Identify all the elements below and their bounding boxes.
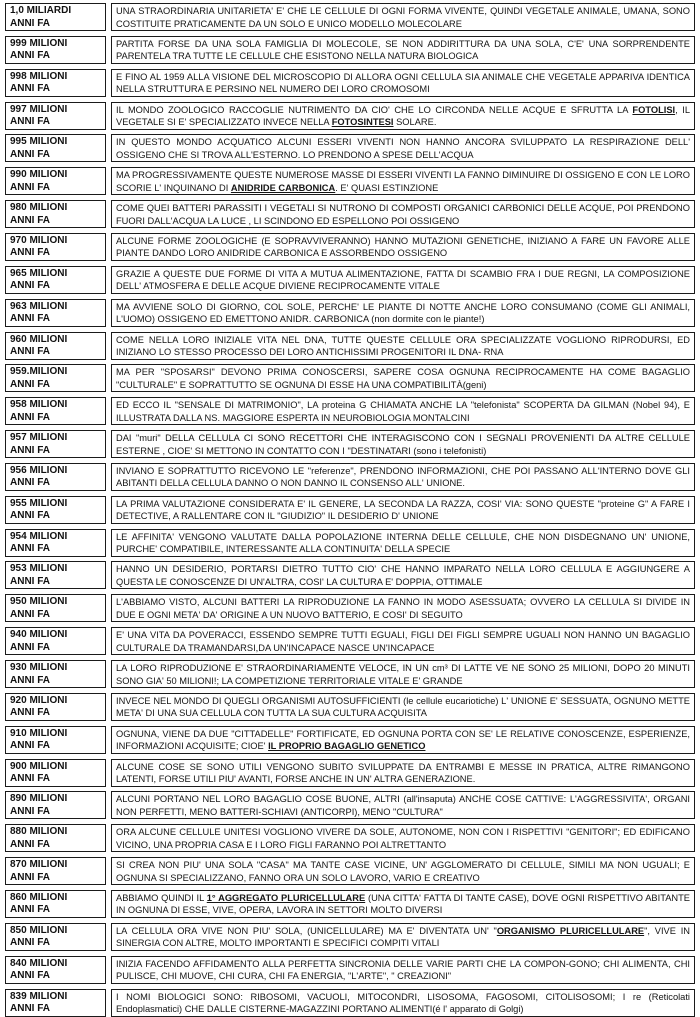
era-label [5,102,106,130]
era-suffix: ANNI FA [10,280,50,292]
text-segment: IN QUESTO MONDO ACQUATICO ALCUNI ESSERI VIVENTI NON HANNO ANCORA SVILUPPATO LA RESPIRAZIONE DELL' OSSIGENO CHE SI TROVA ALL'ESTERNO. LO PRENDONO A SPESE DELL'ACQUA [116,137,690,160]
row-text [111,200,695,228]
era-label [5,594,106,622]
era-value: 956 MILIONI [10,464,68,476]
timeline-row [5,529,695,557]
era-suffix: ANNI FA [10,740,50,752]
text-segment: ORA ALCUNE CELLULE UNITESI VOGLIONO VIVERE DA SOLE, AUTONOME, NON CON I RISPETTIVI "GENITORI"; ED EDIFICANO VICINO, UNA PROPRIA CASA E I LORO FIGLI FARANNO POI ALTRETTANTO [116,827,690,850]
era-suffix: ANNI FA [10,575,50,587]
era-suffix: ANNI FA [10,313,50,325]
emphasized-text: FOTOLISI [632,104,676,115]
timeline-row [5,3,695,31]
era-label [5,266,106,294]
era-suffix: ANNI FA [10,181,50,193]
timeline-row [5,989,695,1017]
text-segment: IL MONDO ZOOLOGICO RACCOGLIE NUTRIMENTO DA CIO' CHE LO CIRCONDA NELLE ACQUE E SFRUTTA LA [116,104,633,115]
text-segment: MA PROGRESSIVAMENTE QUESTE NUMEROSE MASSE DI ESSERI VIVENTI LA FANNO DIMINUIRE DI OSSIGENO E CON LE LORO SCORIE L' INQUINANO DI [116,170,690,193]
era-value: 910 MILIONI [10,727,68,739]
row-text [111,36,695,64]
era-value: 940 MILIONI [10,629,68,641]
row-text [111,266,695,294]
text-segment: E FINO AL 1959 ALLA VISIONE DEL MICROSCOPIO DI ALLORA OGNI CELLULA SIA ANIMALE CHE VEGETALE APPARIVA IDENTICA NELLA STRUTTURA E PERSINO NEL NUMERO DEI LORO CROMOSOMI [116,71,690,95]
row-text [111,594,695,622]
text-segment: UNA STRAORDINARIA UNITARIETA' E' CHE LE CELLULE DI OGNI FORMA VIVENTE, QUINDI VEGETALE ANIMALE, UMANA, SONO COSTITUITE PRATICAMENTE DA UN SOLO E UNICO MODELLO MOLECOLARE [116,6,690,29]
era-suffix: ANNI FA [10,773,50,785]
emphasized-text: ORGANISMO PLURICELLULARE [496,925,645,936]
text-segment: SI CREA NON PIU' UNA SOLA "CASA" MA TANTE CASE VICINE, UN' AGGLOMERATO DI CELLULE, SIMILI MA NON UGUALI; E OGNUNA SI SPECIALIZZANO, FANNO ORA UN SOLO LAVORO, VARIO E CREATIVO [116,860,690,883]
era-value: 953 MILIONI [10,563,68,575]
text-segment: DAI "muri" DELLA CELLULA CI SONO RECETTORI CHE INTERAGISCONO CON I SEGNALI PROVENIENTI DA ALTRE CELLULE ESTERNE , CIOE' SI METTONO IN CONTATTO CON I "DESTINATARI (sono i telefonisti) [116,433,690,456]
text-segment: ALCUNI PORTANO NEL LORO BAGAGLIO COSE BUONE, ALTRI (all'insaputa) ANCHE COSE CATTIVE: L'AGGRESSIVITA', ORGANI NON PERFETTI, MENO BATTERI-SCHIAVI (ANTICORPI), MENO "CULTURA" [116,794,690,817]
text-segment: MA AVVIENE SOLO DI GIORNO, COL SOLE, PERCHE' LE PIANTE DI NOTTE ANCHE LORO CONSUMANO (COME GLI ANIMALI, L'UOMO) OSSIGENO ED EMETTONO ANIDR. CARBONICA (non dormite con le piante!) [116,301,690,325]
emphasized-text: FOTOSINTESI [331,117,394,128]
era-value: 997 MILIONI [10,103,68,115]
text-segment: COME QUEI BATTERI PARASSITI I VEGETALI SI NUTRONO DI COMPOSTI ORGANICI CARBONICI DELLE ACQUE, POI PRENDONO FUORI DALL'ACQUA LA LUCE , LI SCINDONO ED ESPELLONO POI OSSIGENO [116,203,690,226]
era-label [5,857,106,885]
row-text [111,3,695,31]
era-suffix: ANNI FA [10,17,50,29]
row-text [111,791,695,819]
era-label [5,660,106,688]
timeline-row [5,594,695,622]
era-suffix: ANNI FA [10,214,50,226]
era-suffix: ANNI FA [10,116,50,128]
emphasized-text: ANIDRIDE CARBONICA [230,182,336,193]
era-suffix: ANNI FA [10,674,50,686]
era-label [5,989,106,1017]
text-segment: L'ABBIAMO VISTO, ALCUNI BATTERI LA RIPRODUZIONE LA FANNO IN MODO ASESSUATA; OVVERO LA CELLULA SI DIVIDE IN DUE E OGNI META' DA' ORIGINE A UN NUOVO BATTERIO, E COSI' DI SEGUITO [116,597,690,620]
text-segment: SOLARE. [393,117,437,128]
text-segment: ABBIAMO QUINDI IL [116,892,207,903]
era-value: 980 MILIONI [10,202,68,214]
era-suffix: ANNI FA [10,1003,50,1014]
era-label [5,956,106,984]
timeline-row [5,463,695,491]
row-text [111,923,695,951]
text-segment: E' UNA VITA DA POVERACCI, ESSENDO SEMPRE TUTTI EGUALI, FIGLI DEI FIGLI SEMPRE UGUALI NON HANNO UN BAGAGLIO CULTURALE DA TRAMANDARSI,DA UN'INCAPACE NASCE UN'INCAPACE [116,630,690,653]
timeline-row [5,430,695,458]
era-suffix: ANNI FA [10,970,50,982]
timeline-row [5,134,695,162]
era-value: 995 MILIONI [10,136,68,148]
era-suffix: ANNI FA [10,247,50,259]
row-text [111,134,695,162]
era-suffix: ANNI FA [10,83,50,95]
timeline-row [5,693,695,721]
row-text [111,529,695,557]
era-label [5,693,106,721]
era-value: 850 MILIONI [10,924,68,936]
era-value: 900 MILIONI [10,760,68,772]
era-value: 960 MILIONI [10,333,68,345]
era-label [5,430,106,458]
era-suffix: ANNI FA [10,543,50,555]
era-label [5,364,106,392]
era-label [5,759,106,787]
era-value: 880 MILIONI [10,826,68,838]
era-label [5,496,106,524]
row-text [111,233,695,261]
timeline-row [5,200,695,228]
era-label [5,3,106,31]
era-label [5,332,106,360]
era-suffix: ANNI FA [10,707,50,719]
row-text [111,561,695,589]
era-value: 963 MILIONI [10,300,68,312]
row-text [111,496,695,524]
era-label [5,167,106,195]
text-segment: ALCUNE COSE SE SONO UTILI VENGONO SUBITO SVILUPPATE DA ENTRAMBI E MESSE IN PRATICA, ALTRE RIMANGONO LATENTI, FORSE UTILI PIU' AVANTI, FORSE ANCHE IN UN' ALTRA GENERAZIONE. [116,761,690,785]
text-segment: ED ECCO IL "SENSALE DI MATRIMONIO", LA proteina G CHIAMATA ANCHE LA "telefonista" SCOPERTA DA GILMAN (Nobel 94), E ILLUSTRATA DALLA NS. MAGGIORE ESPERTA IN NEUROBIOLOGIA MONTALCINI [116,400,690,423]
era-suffix: ANNI FA [10,378,50,390]
text-segment: LE AFFINITA' VENGONO VALUTATE DALLA POPOLAZIONE INTERNA DELLE CELLULE, CHE NON DISDEGNANO UN' UNIONE, PURCHE' COMPATIBILE, INTERESSANTE ALLA CONTINUITA' DELLA SPECIE [116,531,690,555]
era-label [5,69,106,97]
era-label [5,299,106,327]
era-value: 1,0 MILIARDI [10,5,72,16]
timeline-row [5,759,695,787]
row-text [111,857,695,885]
text-segment: INVIANO E SOPRATTUTTO RICEVONO LE "referenze", PRENDONO INFORMAZIONI, CHE POI PASSANO ALL'INTERNO DOVE GLI ABITANTI DELLA CELLULA DANNO O NON DANNO IL CONSENSO ALL' UNIONE. [116,465,690,489]
era-value: 970 MILIONI [10,234,68,246]
era-label [5,233,106,261]
row-text [111,693,695,721]
text-segment: , IL VEGETALE SI E' SPECIALIZZATO INVECE NELLA [116,104,690,128]
row-text [111,989,695,1017]
row-text [111,299,695,327]
era-value: 958 MILIONI [10,399,68,411]
era-value: 957 MILIONI [10,432,68,444]
era-suffix: ANNI FA [10,904,50,916]
timeline-row [5,561,695,589]
era-label [5,824,106,852]
timeline-row [5,364,695,392]
era-suffix: ANNI FA [10,477,50,489]
text-segment: ALCUNE FORME ZOOLOGICHE (E SOPRAVVIVERANNO) HANNO MUTAZIONI GENETICHE, INIZIANO A FARE UN FAVORE ALLE PIANTE DANDO LORO ANIDRIDE CARBONICA E ASSORBENDO OSSIGENO [116,235,690,259]
era-value: 930 MILIONI [10,662,68,673]
text-segment: MA PER "SPOSARSI" DEVONO PRIMA CONOSCERSI, SAPERE COSA OGNUNA RECIPROCAMENTE HA COME BAGAGLIO "CULTURALE" E SOPRATTUTTO SE OGNUNA DI ESSE HA UNA COMPATIBILITÀ(geni) [116,367,690,390]
text-segment: I NOMI BIOLOGICI SONO: RIBOSOMI, VACUOLI, MITOCONDRI, LISOSOMA, FAGOSOMI, CITOLISOSOMI; I re (Reticolati Endoplasmatici) CHE DALLE CISTERNE-MAGAZZINI PORTANO ALIMENTI(é l' apparato di Golgi) [116,991,690,1014]
era-value: 998 MILIONI [10,70,68,82]
timeline-row [5,660,695,688]
era-label [5,561,106,589]
era-value: 860 MILIONI [10,891,68,903]
timeline-row [5,36,695,64]
era-value: 870 MILIONI [10,859,68,871]
era-value: 965 MILIONI [10,267,68,279]
era-suffix: ANNI FA [10,805,50,817]
timeline-row [5,496,695,524]
text-segment: ", VIVE IN SINERGIA CON ALTRE, MOLTO IMPORTANTI E SPECIFICI COMPITI VITALI [116,925,690,949]
text-segment: INVECE NEL MONDO DI QUEGLI ORGANISMI AUTOSUFFICIENTI (le cellule eucariotiche) L' UNIONE E' SESSUATA, OGNUNO METTE META' DI UNA SUA CELLULA CON TUTTA LA SUA CULTURA ACQUISITA [116,695,690,719]
timeline-row [5,167,695,195]
row-text [111,167,695,195]
era-label [5,397,106,425]
text-segment: COME NELLA LORO INIZIALE VITA NEL DNA, TUTTE QUESTE CELLULE ORA SPECIALIZZATE VOGLIONO RIPRODURSI, ED INIZIANO LO STESSO PROCESSO DEI LORO ANTICHISSIMI PROGENITORI IL DNA- RNA [116,334,690,357]
row-text [111,430,695,458]
era-suffix: ANNI FA [10,838,50,850]
timeline-row [5,397,695,425]
text-segment: PARTITA FORSE DA UNA SOLA FAMIGLIA DI MOLECOLE, SE NON ADDIRITTURA DA UNA SOLA, C'E' UNA SORPRENDENTE PARENTELA TRA TUTTE LE CELLULE CHE ESISTONO NELLA NATURA BIOLOGICA [116,38,690,62]
timeline-row [5,332,695,360]
row-text [111,890,695,918]
row-text [111,824,695,852]
era-label [5,36,106,64]
era-value: 840 MILIONI [10,957,68,969]
emphasized-text: 1° AGGREGATO PLURICELLULARE [206,892,366,903]
timeline-document [5,3,695,1014]
timeline-row [5,791,695,819]
timeline-row [5,857,695,885]
timeline-row [5,923,695,951]
row-text [111,627,695,655]
era-suffix: ANNI FA [10,444,50,456]
text-segment: LA LORO RIPRODUZIONE E' STRAORDINARIAMENTE VELOCE, IN UN cm³ DI LATTE VE NE SONO 25 MILIONI, DOPO 20 MINUTI SONO GIA' 50 MILIONI!; LA COMPETIZIONE TERRITORIALE VITALE E' GRANDE [116,663,690,686]
era-value: 890 MILIONI [10,793,68,805]
era-label [5,890,106,918]
text-segment: LA PRIMA VALUTAZIONE CONSIDERATA E' IL GENERE, LA SECONDA LA RAZZA, COSI' VIA: SONO QUESTE "proteine G" A FARE I DETECTIVE, A RALLENTARE CON IL "GIUDIZIO" IL DESIDERIO D' UNIONE [116,498,690,522]
timeline-row [5,299,695,327]
row-text [111,364,695,392]
timeline-row [5,627,695,655]
era-value: 999 MILIONI [10,37,68,49]
text-segment: LA CELLULA ORA VIVE NON PIU' SOLA, (UNICELLULARE) MA E' DIVENTATA UN' " [116,925,497,936]
text-segment: OGNUNA, VIENE DA DUE "CITTADELLE" FORTIFICATE, ED OGNUNA PORTA CON SE' LE RELATIVE CONOSCENZE, ESPERIENZE, INFORMAZIONI ACQUISITE; CIOE' [116,728,690,752]
text-segment: GRAZIE A QUESTE DUE FORME DI VITA A MUTUA ALIMENTAZIONE, FATTA DI SCAMBIO FRA I DUE REGNI, LA COMPOSIZIONE DELL' ATMOSFERA E DELLE ACQUE DIVIENE RECIPROCAMENTE VITALE [116,268,690,292]
row-text [111,69,695,97]
era-suffix: ANNI FA [10,411,50,423]
timeline-row [5,726,695,754]
row-text [111,102,695,130]
era-value: 959.MILIONI [10,366,68,378]
text-segment: . E' QUASI ESTINZIONE [335,182,439,193]
emphasized-text: IL PROPRIO BAGAGLIO GENETICO [268,741,426,752]
era-suffix: ANNI FA [10,641,50,653]
era-value: 990 MILIONI [10,169,68,181]
timeline-row [5,233,695,261]
timeline-row [5,890,695,918]
row-text [111,956,695,984]
row-text [111,332,695,360]
timeline-row [5,102,695,130]
era-label [5,529,106,557]
row-text [111,759,695,787]
era-label [5,923,106,951]
era-suffix: ANNI FA [10,510,50,522]
timeline-row [5,956,695,984]
text-segment: HANNO UN DESIDERIO, PORTARSI DIETRO TUTTO CIO' CHE HANNO IMPARATO NELLA LORO CELLULA E AGGIUNGERE A QUESTA LE CONOSCENZE DI UN'ALTRA, COSI' LA CULTURA E' DOPPIA, OTTIMALE [116,564,690,587]
timeline-row [5,266,695,294]
era-suffix: ANNI FA [10,608,50,620]
text-segment: (UNA CITTA' FATTA DI TANTE CASE), DOVE OGNI RISPETTIVO ABITANTE IN OGNUNA DI ESSE, VIVE, OPERA, LAVORA IN SETTORI MOLTO DIVERSI [116,892,691,916]
era-label [5,726,106,754]
era-label [5,134,106,162]
era-suffix: ANNI FA [10,346,50,357]
era-suffix: ANNI FA [10,871,50,883]
era-value: 920 MILIONI [10,694,68,706]
row-text [111,726,695,754]
timeline-row [5,824,695,852]
era-value: 950 MILIONI [10,596,68,608]
era-value: 955 MILIONI [10,497,68,509]
timeline-row [5,69,695,97]
era-suffix: ANNI FA [10,148,50,160]
era-label [5,627,106,655]
era-value: 954 MILIONI [10,530,68,542]
row-text [111,660,695,688]
era-value: 839 MILIONI [10,990,68,1002]
era-suffix: ANNI FA [10,50,50,62]
era-label [5,200,106,228]
row-text [111,397,695,425]
era-label [5,463,106,491]
era-suffix: ANNI FA [10,937,50,949]
row-text [111,463,695,491]
era-label [5,791,106,819]
text-segment: INIZIA FACENDO AFFIDAMENTO ALLA PERFETTA SINCRONIA DELLE VARIE PARTI CHE LA COMPON-GONO; CHI ALIMENTA, CHI PULISCE, CHI MUOVE, CHI CURA, CHI FA ENERGIA, "L'ARTE", " CREAZIONI" [116,958,690,982]
